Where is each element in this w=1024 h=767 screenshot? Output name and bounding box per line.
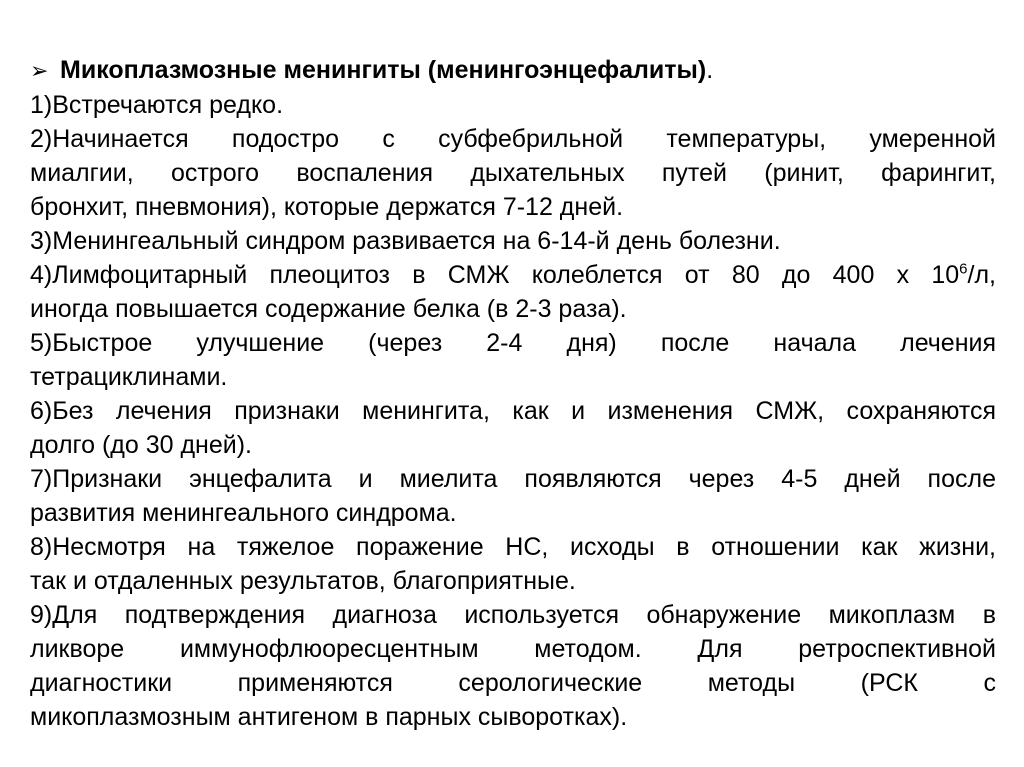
list-item-5 (30, 326, 996, 394)
list-item-line: бронхит, пневмония), которые держатся 7-12 дней. (30, 193, 624, 221)
list-item-line: микоплазмозным антигеном в парных сыворотках). (30, 703, 628, 731)
list-item-1 (30, 88, 996, 122)
list-item-line: развития менингеального синдрома. (30, 499, 457, 527)
heading-title: Микоплазмозные менингиты (менингоэнцефалиты) (60, 56, 707, 84)
list-item-3 (30, 224, 996, 258)
list-item-line: иногда повышается содержание белка (в 2-3 раза). (30, 295, 627, 323)
list-item-line (30, 258, 996, 292)
slide-heading (30, 53, 996, 88)
list-item-text: 4)Лимфоцитарный плеоцитоз в СМЖ колеблется от 80 до 400 х 10 (30, 261, 960, 289)
list-item-line: так и отдаленных результатов, благоприятные. (30, 567, 576, 595)
arrow-bullet-icon: ➢ (30, 58, 49, 83)
list-item-line: 7)Признаки энцефалита и миелита появляются через 4-5 дней после (30, 465, 996, 493)
list-item-line: тетрациклинами. (30, 363, 228, 391)
list-item-9 (30, 598, 996, 734)
list-item-line: 5)Быстрое улучшение (через 2-4 дня) после начала лечения (30, 329, 996, 357)
list-item-line: миалгии, острого воспаления дыхательных путей (ринит, фарингит, (30, 159, 996, 187)
list-item-line: 8)Несмотря на тяжелое поражение НС, исходы в отношении как жизни, (30, 533, 996, 561)
list-item-line: 9)Для подтверждения диагноза используется обнаружение микоплазм в (30, 601, 996, 629)
list-item-6 (30, 394, 996, 462)
list-item-7 (30, 462, 996, 530)
list-item-line: диагностики применяются серологические методы (РСК с (30, 669, 996, 697)
list-item-text: /л, (967, 261, 996, 289)
slide-content (30, 53, 996, 734)
list-item-4 (30, 258, 996, 326)
list-item-line: долго (до 30 дней). (30, 431, 252, 459)
list-item-line: 6)Без лечения признаки менингита, как и изменения СМЖ, сохраняются (30, 397, 996, 425)
list-item-line: ликворе иммунофлюоресцентным методом. Для ретроспективной (30, 635, 996, 663)
heading-period: . (706, 56, 714, 84)
list-item-line: 1)Встречаются редко. (30, 91, 284, 119)
list-item-line: 2)Начинается подостро с субфебрильной температуры, умеренной (30, 125, 996, 153)
list-item-2 (30, 122, 996, 224)
superscript-exponent: 6 (959, 260, 968, 278)
list-item-8 (30, 530, 996, 598)
list-item-line: 3)Менингеальный синдром развивается на 6-14-й день болезни. (30, 227, 781, 255)
